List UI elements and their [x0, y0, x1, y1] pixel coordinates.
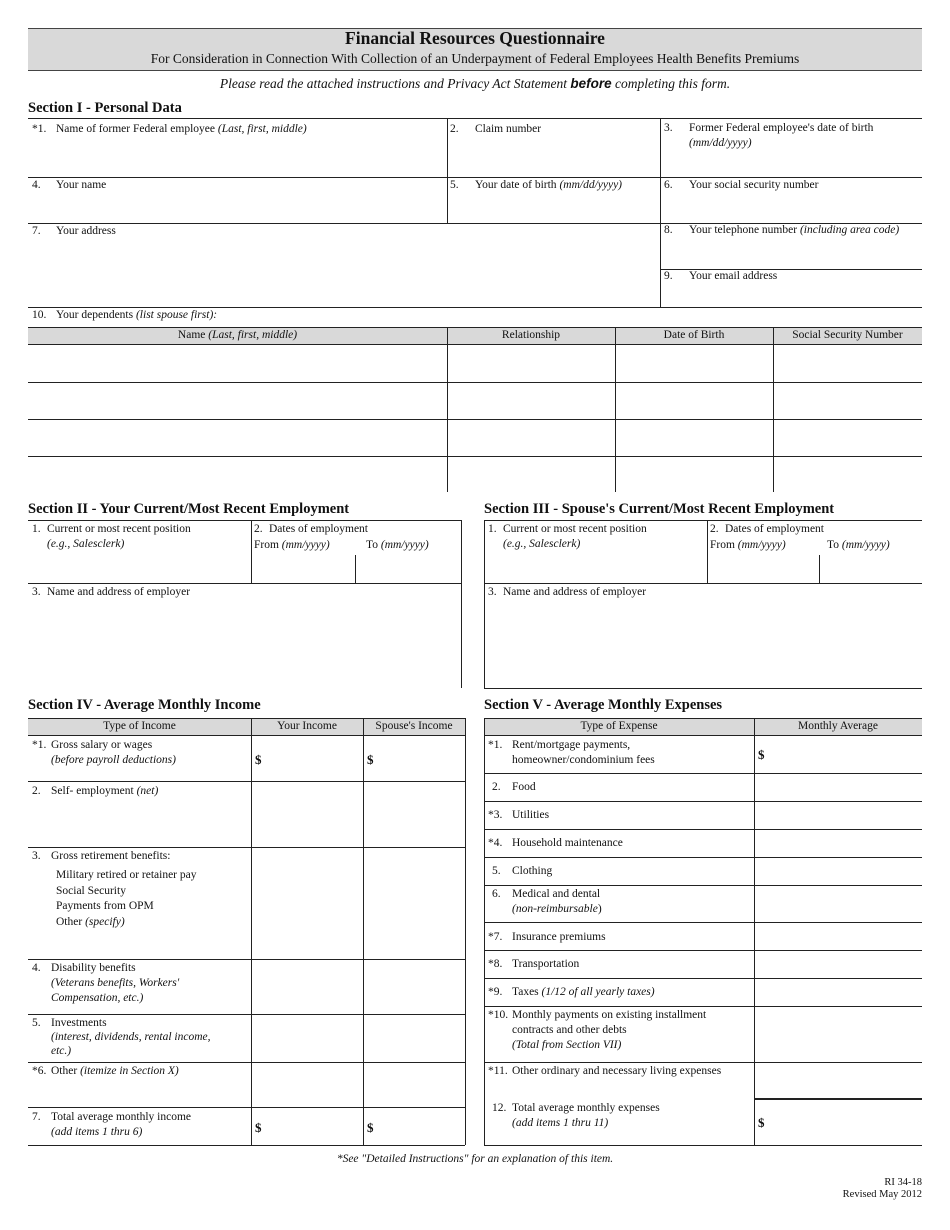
income-2-label: 2. Self- employment (net): [32, 785, 159, 797]
income-1-spouse-dollar: $: [367, 752, 374, 767]
expense-8-label: *8. Transportation: [488, 958, 580, 970]
s3-field-1-label: 1. Current or most recent position (e.g., Salesclerk): [488, 523, 647, 550]
field-7-label: 7. Your address: [32, 225, 116, 237]
form-title: Financial Resources Questionnaire: [345, 28, 605, 48]
income-5-spouse-field[interactable]: [364, 1015, 465, 1062]
income-col-yours: Your Income: [277, 720, 337, 732]
instruction-post: completing this form.: [611, 76, 731, 91]
income-4-spouse-field[interactable]: [364, 960, 465, 1014]
expense-4-label: *4. Household maintenance: [488, 837, 623, 849]
instruction-pre: Please read the attached instructions and Privacy Act Statement: [219, 76, 571, 91]
income-total-spouse-field[interactable]: [364, 1108, 465, 1145]
expense-5-field[interactable]: [755, 858, 922, 885]
expense-12-label: 12. Total average monthly expenses (add items 1 thru 11): [492, 1102, 660, 1129]
section-3-title: Section III - Spouse's Current/Most Recent Employment: [484, 501, 835, 517]
field-6-label: 6. Your social security number: [664, 179, 819, 191]
section-1-title: Section I - Personal Data: [28, 100, 182, 116]
expense-12-dollar: $: [758, 1115, 765, 1130]
dep-col-relationship: Relationship: [501, 329, 561, 341]
instruction-bold: before: [570, 76, 612, 91]
field-1-label: *1. Name of former Federal employee (Last, first, middle): [32, 123, 307, 135]
income-4-yours-field[interactable]: [252, 960, 363, 1014]
expense-6-field[interactable]: [755, 886, 922, 922]
footnote: *See "Detailed Instructions" for an explanation of this item.: [336, 1153, 614, 1165]
field-9-label: 9. Your email address: [664, 270, 778, 282]
expense-col-type: Type of Expense: [580, 720, 658, 732]
expense-11-label: *11. Other ordinary and necessary living expenses: [488, 1065, 722, 1077]
revision-date: Revised May 2012: [842, 1189, 922, 1200]
s2-to-label: To (mm/yyyy): [366, 539, 429, 551]
income-2-yours-field[interactable]: [252, 782, 363, 847]
expense-11-field[interactable]: [755, 1063, 922, 1098]
dep-col-ssn: Social Security Number: [792, 329, 903, 341]
income-6-label: *6. Other (itemize in Section X): [32, 1065, 179, 1077]
income-3-sub-lines: Military retired or retainer pay Social Security Payments from OPM Other (specify): [56, 869, 197, 928]
expense-8-field[interactable]: [755, 951, 922, 978]
income-1-yours-field[interactable]: [252, 736, 363, 781]
income-col-type: Type of Income: [103, 720, 176, 732]
income-7-label: 7. Total average monthly income (add items 1 thru 6): [32, 1111, 192, 1138]
income-3-spouse-field[interactable]: [364, 848, 465, 959]
income-6-yours-field[interactable]: [252, 1063, 363, 1107]
instructions-line: [28, 75, 922, 92]
field-4-label: 4. Your name: [32, 179, 107, 191]
expense-3-field[interactable]: [755, 802, 922, 829]
form-subtitle: For Consideration in Connection With Collection of an Underpayment of Federal Employees Health Benefits Premiums: [150, 51, 800, 66]
section-4-title: Section IV - Average Monthly Income: [28, 697, 261, 713]
s3-field-3-label: 3. Name and address of employer: [488, 586, 647, 598]
expense-10-field[interactable]: [755, 1007, 922, 1062]
s2-field-2-label: 2. Dates of employment: [254, 523, 369, 535]
income-4-label: 4. Disability benefits (Veterans benefits, Workers' Compensation, etc.): [32, 962, 180, 1004]
income-1-label: *1. Gross salary or wages (before payroll deductions): [32, 739, 176, 766]
expense-2-field[interactable]: [755, 774, 922, 801]
field-8-label: 8. Your telephone number (including area code): [664, 224, 900, 236]
section-5-title: Section V - Average Monthly Expenses: [484, 697, 723, 713]
s3-from-label: From (mm/yyyy): [710, 539, 786, 551]
income-total-yours-field[interactable]: [252, 1108, 363, 1145]
income-7-yours-dollar: $: [255, 1120, 262, 1135]
income-5-label: 5. Investments (interest, dividends, rental income, etc.): [32, 1017, 211, 1057]
income-5-yours-field[interactable]: [252, 1015, 363, 1062]
dependent-row-3[interactable]: [28, 420, 922, 456]
s2-from-label: From (mm/yyyy): [254, 539, 330, 551]
field-5-label: 5. Your date of birth (mm/dd/yyyy): [450, 179, 623, 191]
income-3-yours-field[interactable]: [252, 848, 363, 959]
your-address-field[interactable]: [28, 224, 660, 307]
form-id: RI 34-18: [884, 1177, 922, 1188]
income-1-spouse-field[interactable]: [364, 736, 465, 781]
income-1-yours-dollar: $: [255, 752, 262, 767]
dep-col-name: Name (Last, first, middle): [177, 329, 298, 341]
expense-5-label: 5. Clothing: [492, 865, 553, 877]
expense-9-label: *9. Taxes (1/12 of all yearly taxes): [488, 986, 655, 998]
dep-col-dob: Date of Birth: [663, 329, 725, 341]
income-7-spouse-dollar: $: [367, 1120, 374, 1135]
expense-7-field[interactable]: [755, 923, 922, 950]
dependent-row-2[interactable]: [28, 383, 922, 419]
expense-col-avg: Monthly Average: [798, 720, 878, 732]
expense-total-field[interactable]: [755, 1100, 922, 1145]
expense-6-label: 6. Medical and dental (non-reimbursable): [492, 888, 602, 915]
income-2-spouse-field[interactable]: [364, 782, 465, 847]
income-3-label: 3. Gross retirement benefits:: [32, 850, 171, 862]
expense-2-label: 2. Food: [492, 781, 536, 793]
expense-3-label: *3. Utilities: [488, 809, 550, 821]
expense-1-label: *1. Rent/mortgage payments, homeowner/condominium fees: [488, 739, 655, 766]
section-2-title: Section II - Your Current/Most Recent Employment: [28, 501, 350, 517]
expense-7-label: *7. Insurance premiums: [488, 931, 606, 943]
income-6-spouse-field[interactable]: [364, 1063, 465, 1107]
s3-to-label: To (mm/yyyy): [827, 539, 890, 551]
field-3-label: 3. Former Federal employee's date of birth (mm/dd/yyyy): [664, 122, 874, 149]
expense-4-field[interactable]: [755, 830, 922, 857]
field-10-label: 10. Your dependents (list spouse first):: [32, 309, 218, 321]
expense-1-dollar: $: [758, 747, 765, 762]
dependent-row-4[interactable]: [28, 457, 922, 492]
expense-9-field[interactable]: [755, 979, 922, 1006]
s2-field-1-label: 1. Current or most recent position (e.g., Salesclerk): [32, 523, 191, 550]
income-col-spouse: Spouse's Income: [375, 720, 453, 732]
s3-field-2-label: 2. Dates of employment: [710, 523, 825, 535]
dependent-row-1[interactable]: [28, 345, 922, 382]
expense-10-label: *10. Monthly payments on existing installment contracts and other debts (Total from Section VII): [488, 1009, 707, 1051]
s2-field-3-label: 3. Name and address of employer: [32, 586, 191, 598]
expense-1-field[interactable]: [755, 736, 922, 773]
field-2-label: 2. Claim number: [450, 123, 542, 135]
